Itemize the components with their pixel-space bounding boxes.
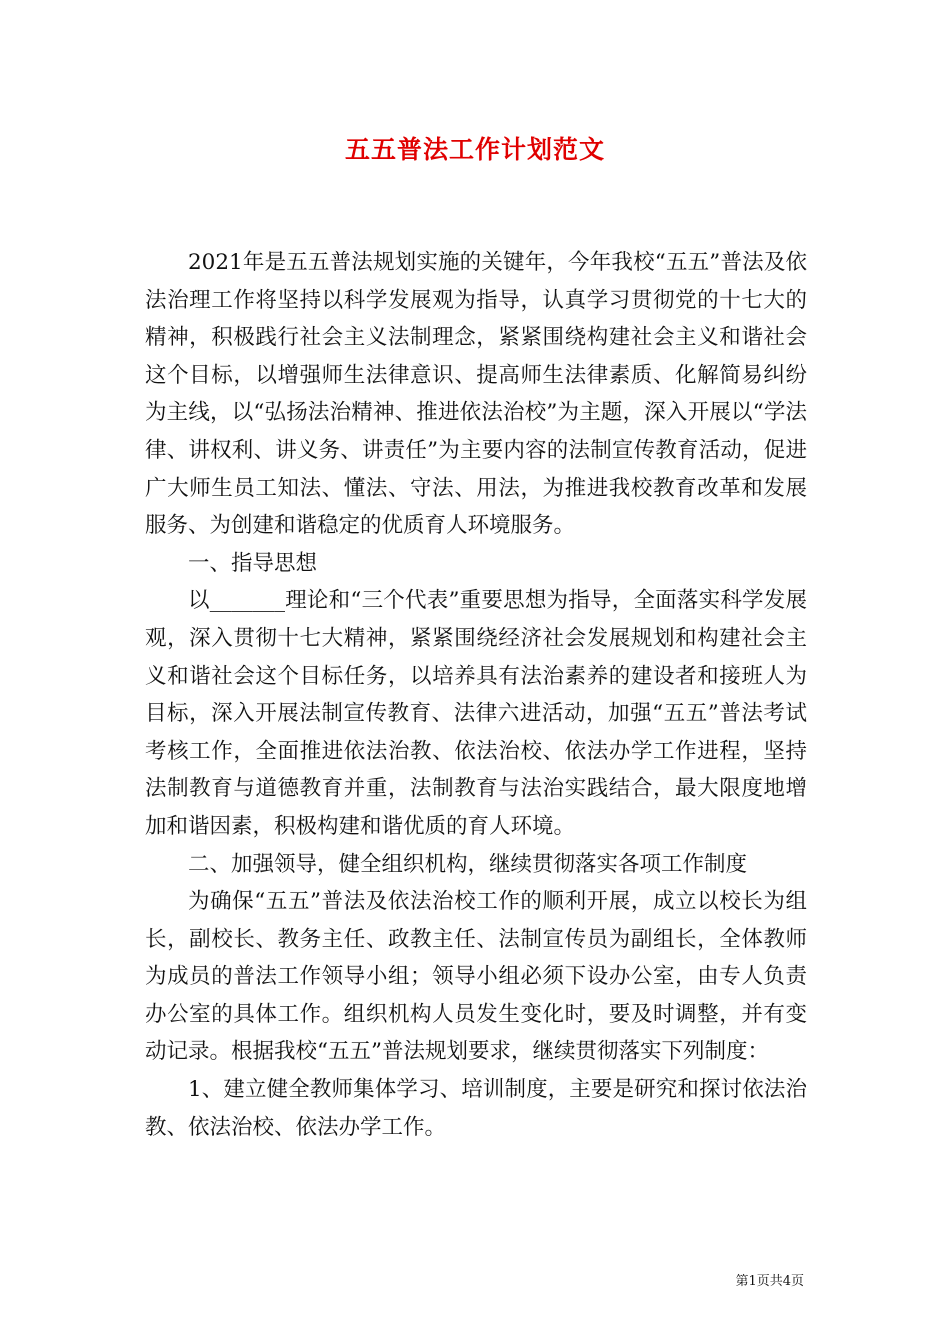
paragraph-item-1: 1、建立健全教师集体学习、培训制度，主要是研究和探讨依法治教、依法治校、依法办学工作。 <box>145 1077 807 1140</box>
paragraph-leadership: 为确保“五五”普法及依法治校工作的顺利开展，成立以校长为组长，副校长、教务主任、政教主任、法制宣传员为副组长，全体教师为成员的普法工作领导小组；领导小组必须下设办公室，由专人负责办公室的具体工作。组织机构人员发生变化时，要及时调整，并有变动记录。根据我校“五五”普法规划要求，继续贯彻落实下列制度： <box>145 889 807 1065</box>
paragraph-guiding-ideology-start: 以 <box>188 588 210 614</box>
document-body <box>145 244 807 1146</box>
section-heading-leadership: 二、加强领导，健全组织机构，继续贯彻落实各项工作制度 <box>188 851 748 877</box>
page-number: 第1页共4页 <box>735 1274 804 1289</box>
document-title: 五五普法工作计划范文 <box>344 135 605 164</box>
paragraph-guiding-ideology <box>145 582 807 845</box>
paragraph-intro: 2021年是五五普法规划实施的关键年，今年我校“五五”普法及依法治理工作将坚持以科学发展观为指导，认真学习贯彻党的十七大的精神，积极践行社会主义法制理念，紧紧围绕构建社会主义和谐社会这个目标，以增强师生法律意识、提高师生法律素质、化解简易纠纷为主线，以“弘扬法治精神、推进依法治校”为主题，深入开展以“学法律、讲权利、讲义务、讲责任”为主要内容的法制宣传教育活动，促进广大师生员工知法、懂法、守法、用法，为推进我校教育改革和发展服务、为创建和谐稳定的优质育人环境服务。 <box>145 250 807 539</box>
paragraph-guiding-ideology-rest: 理论和“三个代表”重要思想为指导，全面落实科学发展观，深入贯彻十七大精神，紧紧围绕经济社会发展规划和构建社会主义和谐社会这个目标任务，以培养具有法治素养的建设者和接班人为目标，深入开展法制宣传教育、法律六进活动，加强“五五”普法考试考核工作，全面推进依法治教、依法治校、依法办学工作进程，坚持法制教育与道德教育并重，法制教育与法治实践结合，最大限度地增加和谐因素，积极构建和谐优质的育人环境。 <box>145 588 807 839</box>
section-heading-guiding-ideology: 一、指导思想 <box>188 550 318 576</box>
fill-in-blank: _______ <box>209 588 285 614</box>
